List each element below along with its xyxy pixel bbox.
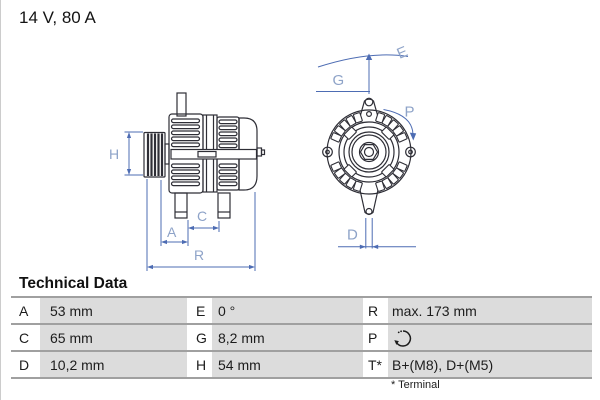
technical-data-title: Technical Data xyxy=(19,275,128,292)
param-value: 65 mm xyxy=(40,325,187,350)
radial-fins xyxy=(331,112,408,191)
technical-drawing xyxy=(1,28,600,298)
param-key: R xyxy=(363,298,388,323)
param-key: D xyxy=(11,352,40,377)
param-key: H xyxy=(187,352,212,377)
rotation-clockwise-icon xyxy=(392,328,414,348)
param-key: G xyxy=(187,325,212,350)
through-bolt-bar xyxy=(171,150,257,160)
param-key: A xyxy=(11,298,40,323)
param-value: 0 ° xyxy=(212,298,363,323)
dim-label-h: H xyxy=(109,146,120,162)
shaft-center-hole xyxy=(365,148,374,157)
param-value: 53 mm xyxy=(40,298,187,323)
pulley-groove-circle xyxy=(352,135,386,169)
param-value: B+(M8), D+(M5) xyxy=(388,352,592,377)
dim-label-e: E xyxy=(394,43,411,63)
param-value: max. 173 mm xyxy=(388,298,592,323)
param-key: C xyxy=(11,325,40,350)
shaft-nut-hex xyxy=(361,145,378,160)
param-value: 54 mm xyxy=(212,352,363,377)
dimension-H xyxy=(125,132,144,175)
table-row xyxy=(11,325,592,352)
pulley-face-circle xyxy=(349,132,389,172)
param-key: E xyxy=(187,298,212,323)
technical-data-table xyxy=(11,296,592,379)
table-row xyxy=(11,298,592,325)
param-key: P xyxy=(363,325,388,350)
dim-label-p: P xyxy=(404,103,415,121)
pulley xyxy=(144,133,169,178)
dimension-E-arc xyxy=(318,54,408,95)
param-key: T* xyxy=(363,352,388,377)
table-row xyxy=(11,352,592,379)
rating-text: 14 V, 80 A xyxy=(19,8,96,27)
dim-label-g: G xyxy=(332,72,345,89)
param-value: 8,2 mm xyxy=(212,325,363,350)
terminal-footnote: * Terminal xyxy=(391,379,440,391)
rotation-direction-value xyxy=(388,325,592,350)
param-value: 10,2 mm xyxy=(40,352,187,377)
dim-label-d: D xyxy=(347,226,358,244)
hub-circle xyxy=(360,143,379,162)
dim-label-c: C xyxy=(197,208,208,224)
dim-label-a: A xyxy=(167,224,177,240)
dim-label-r: R xyxy=(194,247,205,263)
alternator-side-view xyxy=(144,93,265,218)
front-view-dimensions xyxy=(316,54,416,250)
